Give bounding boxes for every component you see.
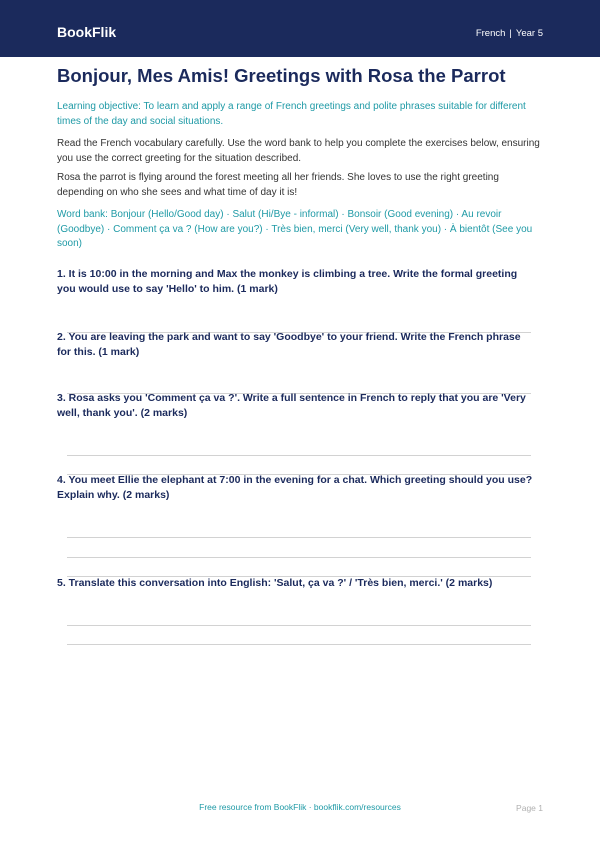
answer-line[interactable] bbox=[67, 644, 531, 645]
learning-objective: Learning objective: To learn and apply a range of French greetings and polite phrases suitable for different times of the day and social situations. bbox=[57, 101, 526, 127]
question-5: 5. Translate this conversation into English: 'Salut, ça va ?' / 'Très bien, merci.' (2 marks) bbox=[57, 577, 493, 589]
subject-label: French bbox=[475, 28, 506, 39]
question-2: 2. You are leaving the park and want to say 'Goodbye' to your friend. Write the French phrase for this. (1 mark) bbox=[57, 331, 521, 358]
answer-line[interactable] bbox=[67, 537, 531, 538]
page-title: Bonjour, Mes Amis! Greetings with Rosa the Parrot bbox=[57, 65, 506, 86]
answer-line[interactable] bbox=[67, 625, 531, 626]
year-label: Year 5 bbox=[515, 28, 543, 39]
answer-line[interactable] bbox=[67, 557, 531, 558]
word-bank: Word bank: Bonjour (Hello/Good day) · Salut (Hi/Bye - informal) · Bonsoir (Good evening) · Au revoir (Goodbye) · Comment ça va ? (How are you?) · Très bien, merci (Very well, thank you) · À bientôt (See you soon) bbox=[57, 209, 533, 249]
footer-link[interactable]: Free resource from BookFlik · bookflik.com/resources bbox=[199, 802, 401, 812]
intro-paragraph: Read the French vocabulary carefully. Use the word bank to help you complete the exercises below, ensuring you use the correct greeting for the situation described. bbox=[57, 138, 540, 164]
brand-logo[interactable]: BookFlik bbox=[57, 24, 117, 40]
story-paragraph: Rosa the parrot is flying around the forest meeting all her friends. She loves to use the right greeting depending on who she sees and what time of day it is! bbox=[57, 172, 499, 198]
question-1: 1. It is 10:00 in the morning and Max the monkey is climbing a tree. Write the formal greeting you would use to say 'Hello' to him. (1 mark) bbox=[57, 268, 518, 295]
page-number: Page 1 bbox=[516, 803, 543, 813]
header-bar bbox=[0, 0, 600, 57]
answer-line[interactable] bbox=[67, 455, 531, 456]
meta-separator: | bbox=[509, 28, 512, 39]
question-3: 3. Rosa asks you 'Comment ça va ?'. Write a full sentence in French to reply that you are 'Very well, thank you'. (2 marks) bbox=[57, 392, 526, 419]
question-4: 4. You meet Ellie the elephant at 7:00 in the evening for a chat. Which greeting should you use? Explain why. (2 marks) bbox=[57, 474, 533, 501]
subject-year bbox=[476, 28, 543, 39]
